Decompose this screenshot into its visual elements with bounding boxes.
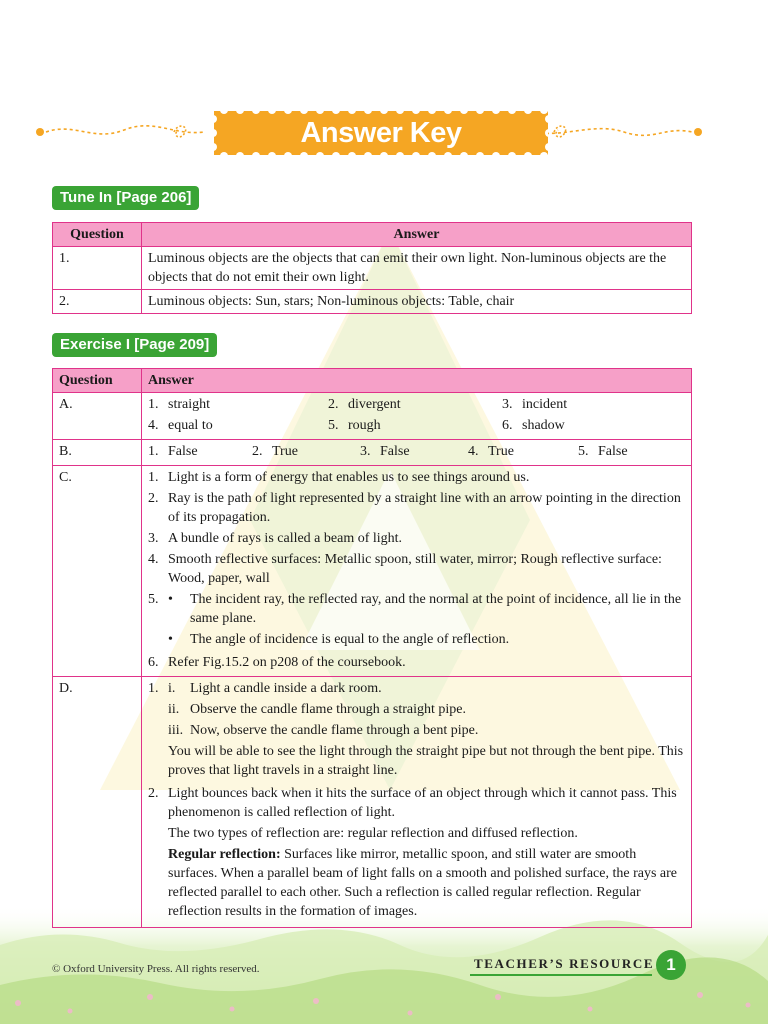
paragraph: You will be able to see the light through the straight pipe but not through the bent pipe. This proves that light travels in a straight line. <box>168 744 684 778</box>
item-number: 5. <box>148 592 159 607</box>
sub-text: Observe the candle flame through a straight pipe. <box>190 702 467 717</box>
teachers-resource-label: TEACHER’S RESOURCE <box>474 956 655 971</box>
item-number: 2. <box>328 397 339 412</box>
item-bullets <box>168 590 685 651</box>
answer-cell <box>142 677 692 928</box>
sub-item <box>168 721 685 740</box>
item-text: False <box>168 444 198 459</box>
list-item <box>148 468 685 487</box>
table-row <box>53 440 692 466</box>
paragraph-text: Surfaces like mirror, metallic spoon, and still water are smooth surfaces. When a parallel beam of light falls on a smooth and polished surface, the rays are reflected parallel to each other. Such a reflection is called regular reflection. Regular reflection results in the formation of images. <box>168 847 678 919</box>
sub-text: Light a candle inside a dark room. <box>190 681 382 696</box>
item-text: A bundle of rays is called a beam of light. <box>168 531 403 546</box>
list-item <box>148 489 685 527</box>
table-row <box>53 393 692 440</box>
item-number: 4. <box>148 418 159 433</box>
table-header-row <box>53 369 692 393</box>
section-tag-tune-in: Tune In [Page 206] <box>52 186 199 210</box>
question-cell: B. <box>53 440 142 466</box>
item-text: Smooth reflective surfaces: Metallic spoon, still water, mirror; Rough reflective surface: Wood, paper, wall <box>168 552 662 586</box>
table-row <box>53 247 692 290</box>
bold-term: Regular reflection: <box>168 847 281 862</box>
item-text: True <box>488 444 514 459</box>
item-text: equal to <box>168 418 213 433</box>
list-item <box>468 442 578 461</box>
item-body <box>168 679 685 782</box>
list-item <box>148 550 685 588</box>
item-number: 1. <box>148 397 159 412</box>
sub-item <box>168 679 685 698</box>
list-item <box>148 653 685 672</box>
page-title: Answer Key <box>300 116 462 149</box>
section-tag-exercise-i: Exercise I [Page 209] <box>52 333 217 357</box>
list-item <box>148 679 685 782</box>
item-text: True <box>272 444 298 459</box>
question-cell: 1. <box>53 247 142 290</box>
table-header-row <box>53 223 692 247</box>
decorative-swirl-left-icon <box>34 118 234 148</box>
bullet-icon: • <box>168 632 173 647</box>
paragraph: The two types of reflection are: regular reflection and diffused reflection. <box>168 826 578 841</box>
item-number: 4. <box>468 444 479 459</box>
true-false-grid <box>148 442 685 463</box>
list-item <box>252 442 360 461</box>
bullet-item <box>168 590 685 628</box>
fill-blanks-grid <box>148 395 685 437</box>
question-cell: 2. <box>53 290 142 314</box>
item-text: Refer Fig.15.2 on p208 of the coursebook. <box>168 655 406 670</box>
item-number: 6. <box>148 655 159 670</box>
item-text: straight <box>168 397 210 412</box>
bullet-text: The incident ray, the reflected ray, and the normal at the point of incidence, all lie in the same plane. <box>190 592 682 626</box>
item-number: 1. <box>148 444 159 459</box>
answer-cell <box>142 393 692 440</box>
title-banner <box>0 108 768 158</box>
item-text: incident <box>522 397 568 412</box>
list-item <box>148 395 328 414</box>
paragraph <box>168 845 685 921</box>
header-question: Question <box>53 223 142 247</box>
footer-underline <box>470 974 652 976</box>
answer-cell <box>142 440 692 466</box>
list-item <box>328 395 502 414</box>
item-number: 1. <box>148 681 159 696</box>
item-text: divergent <box>348 397 401 412</box>
item-number: 6. <box>502 418 513 433</box>
item-text: False <box>598 444 628 459</box>
answer-cell <box>142 466 692 677</box>
sub-number: ii. <box>168 702 180 717</box>
question-cell: C. <box>53 466 142 677</box>
copyright-notice: © Oxford University Press. All rights reserved. <box>52 963 260 975</box>
table-row <box>53 677 692 928</box>
page-number-badge: 1 <box>656 950 686 980</box>
answer-cell: Luminous objects are the objects that can emit their own light. Non-luminous objects are the objects that do not emit their own light. <box>142 247 692 290</box>
item-number: 3. <box>502 397 513 412</box>
item-number: 4. <box>148 552 159 567</box>
item-number: 5. <box>328 418 339 433</box>
exercise-table <box>52 368 692 928</box>
item-number: 2. <box>148 491 159 506</box>
list-item <box>148 416 328 435</box>
item-text: False <box>380 444 410 459</box>
item-text: rough <box>348 418 381 433</box>
list-item <box>148 442 252 461</box>
question-cell: D. <box>53 677 142 928</box>
decorative-swirl-right-icon <box>534 118 734 148</box>
list-item <box>148 590 685 651</box>
item-text: shadow <box>522 418 565 433</box>
item-number: 2. <box>148 786 159 801</box>
question-cell: A. <box>53 393 142 440</box>
list-item <box>360 442 468 461</box>
sub-text: Now, observe the candle flame through a bent pipe. <box>190 723 479 738</box>
list-item <box>148 784 685 923</box>
header-question: Question <box>53 369 142 393</box>
item-number: 2. <box>252 444 263 459</box>
bullet-item <box>168 630 685 649</box>
item-body <box>168 784 685 923</box>
bullet-text: The angle of incidence is equal to the angle of reflection. <box>190 632 510 647</box>
item-number: 5. <box>578 444 589 459</box>
list-item <box>328 416 502 435</box>
title-banner-box <box>214 111 548 155</box>
table-row <box>53 466 692 677</box>
header-answer: Answer <box>142 369 692 393</box>
item-number: 3. <box>360 444 371 459</box>
sub-number: iii. <box>168 723 184 738</box>
item-text: Ray is the path of light represented by a straight line with an arrow pointing in the direction of its propagation. <box>168 491 681 525</box>
sub-item <box>168 700 685 719</box>
list-item <box>502 395 652 414</box>
sub-number: i. <box>168 681 176 696</box>
list-item <box>578 442 678 461</box>
answer-cell: Luminous objects: Sun, stars; Non-luminous objects: Table, chair <box>142 290 692 314</box>
bullet-icon: • <box>168 592 173 607</box>
header-answer: Answer <box>142 223 692 247</box>
table-row <box>53 290 692 314</box>
item-number: 1. <box>148 470 159 485</box>
item-number: 3. <box>148 531 159 546</box>
tune-in-table <box>52 222 692 314</box>
item-text: Light bounces back when it hits the surface of an object through which it cannot pass. This phenomenon is called reflection of light. <box>168 786 677 820</box>
list-item <box>502 416 652 435</box>
item-text: Light is a form of energy that enables us to see things around us. <box>168 470 530 485</box>
list-item <box>148 529 685 548</box>
